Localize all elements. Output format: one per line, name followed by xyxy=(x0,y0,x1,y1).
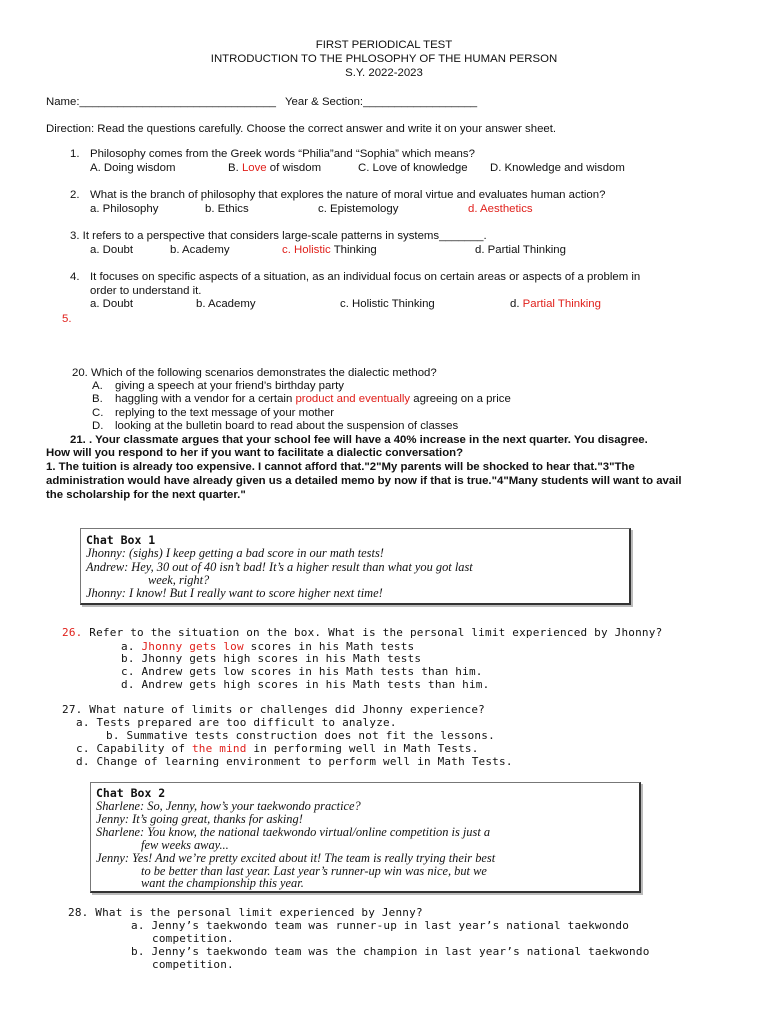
section-field: Year & Section:__________________ xyxy=(285,96,478,108)
q3-option-d: d. Partial Thinking xyxy=(475,244,566,256)
q4-number: 4. xyxy=(70,271,80,283)
q4-question-line1: It focuses on specific aspects of a situation, as an individual focus on certain areas or aspects of a problem in xyxy=(90,271,641,283)
q4-option-c: c. Holistic Thinking xyxy=(340,298,435,310)
q27-question: 27. What nature of limits or challenges did Jhonny experience? xyxy=(62,703,485,716)
q2-question: What is the branch of philosophy that explores the nature of moral virtue and evaluates human action? xyxy=(90,189,606,201)
q20-label-b: B. xyxy=(92,393,103,405)
q2-option-b: b. Ethics xyxy=(205,203,249,215)
q4-option-a: a. Doubt xyxy=(90,298,134,310)
q27-option-d: d. Change of learning environment to perform well in Math Tests. xyxy=(76,755,513,768)
q21-line3: 1. The tuition is already too expensive. I cannot afford that."2"My parents will be shocked to hear that."3"The xyxy=(46,461,635,473)
q1-option-b: B. Love of wisdom xyxy=(228,162,322,174)
chat-1-line-3: week, right? xyxy=(148,573,210,587)
q20-label-a: A. xyxy=(92,380,103,392)
q27-option-a: a. Tests prepared are too difficult to analyze. xyxy=(76,716,397,729)
q4-option-b: b. Academy xyxy=(196,298,256,310)
q21-line1: 21. . Your classmate argues that your school fee will have a 40% increase in the next quarter. You disagree. xyxy=(70,434,648,446)
q26-option-a: a. Jhonny gets low scores in his Math tests xyxy=(121,640,415,653)
q26-option-c: c. Andrew gets low scores in his Math tests than him. xyxy=(121,665,483,678)
chat-2-line-6: to be better than last year. Last year’s runner-up win was nice, but we xyxy=(141,864,487,878)
chat-box-2-title: Chat Box 2 xyxy=(96,786,166,800)
q2-option-d: d. Aesthetics xyxy=(468,203,533,215)
q20-label-c: C. xyxy=(92,407,104,419)
q20-option-a: giving a speech at your friend’s birthday party xyxy=(115,380,344,392)
chat-1-line-4: Jhonny: I know! But I really want to score higher next time! xyxy=(86,586,383,600)
q27-option-c: c. Capability of the mind in performing well in Math Tests. xyxy=(76,742,479,755)
q28-option-a-line2: competition. xyxy=(152,932,234,945)
q3-option-c: c. Holistic Thinking xyxy=(282,244,377,256)
q28-option-a-line1: a. Jenny’s taekwondo team was runner-up in last year’s national taekwondo xyxy=(131,919,630,932)
chat-2-line-3: Sharlene: You know, the national taekwondo virtual/online competition is just a xyxy=(96,825,491,839)
directions: Direction: Read the questions carefully. Choose the correct answer and write it on your answer sheet. xyxy=(46,123,557,135)
chat-2-line-5: Jenny: Yes! And we’re pretty excited about it! The team is really trying their best xyxy=(96,851,496,865)
chat-box-2 xyxy=(90,782,641,893)
school-year: S.Y. 2022-2023 xyxy=(345,67,423,79)
q1-option-d: D. Knowledge and wisdom xyxy=(490,162,625,174)
q20-label-d: D. xyxy=(92,420,104,432)
q26-question: 26. Refer to the situation on the box. What is the personal limit experienced by Jhonny? xyxy=(62,626,663,639)
q4-option-d: d. Partial Thinking xyxy=(510,298,601,310)
chat-box-1 xyxy=(80,528,631,605)
subject-title: INTRODUCTION TO THE PHLOSOPHY OF THE HUMAN PERSON xyxy=(210,53,558,65)
chat-1-line-2: Andrew: Hey, 30 out of 40 isn’t bad! It’s a higher result than what you got last xyxy=(86,560,473,574)
q21-line2: How will you respond to her if you want to facilitate a dialectic conversation? xyxy=(46,447,464,459)
q28-option-b-line1: b. Jenny’s taekwondo team was the champion in last year’s national taekwondo xyxy=(131,945,650,958)
name-field: Name:_______________________________ xyxy=(46,96,276,108)
q2-number: 2. xyxy=(70,189,80,201)
q3-question: 3. It refers to a perspective that considers large-scale patterns in systems_______. xyxy=(70,230,487,242)
q21-line4: administration would have already given us a detailed memo by now if that is true."4"Many students will want to avail xyxy=(46,475,682,487)
q1-question: Philosophy comes from the Greek words “Philia”and “Sophia” which means? xyxy=(90,148,475,160)
q27-option-b: b. Summative tests construction does not fit the lessons. xyxy=(106,729,495,742)
q1-option-a: A. Doing wisdom xyxy=(90,162,176,174)
chat-2-line-7: want the championship this year. xyxy=(141,876,304,890)
q20-option-d: looking at the bulletin board to read about the suspension of classes xyxy=(115,420,459,432)
q28-option-b-line2: competition. xyxy=(152,958,234,971)
chat-2-line-2: Jenny: It’s going great, thanks for asking! xyxy=(96,812,303,826)
q2-option-a: a. Philosophy xyxy=(90,203,159,215)
q26-option-b: b. Jhonny gets high scores in his Math tests xyxy=(121,652,422,665)
q5-number: 5. xyxy=(62,313,72,325)
chat-2-line-1: Sharlene: So, Jenny, how’s your taekwondo practice? xyxy=(96,799,361,813)
q1-number: 1. xyxy=(70,148,80,160)
q3-option-a: a. Doubt xyxy=(90,244,134,256)
q28-question: 28. What is the personal limit experienced by Jenny? xyxy=(68,906,423,919)
q1-option-c: C. Love of knowledge xyxy=(358,162,468,174)
chat-box-1-title: Chat Box 1 xyxy=(86,533,156,547)
q20-option-c: replying to the text message of your mother xyxy=(115,407,335,419)
q20-question: 20. Which of the following scenarios demonstrates the dialectic method? xyxy=(72,367,437,379)
q2-option-c: c. Epistemology xyxy=(318,203,399,215)
q3-option-b: b. Academy xyxy=(170,244,230,256)
q26-option-d: d. Andrew gets high scores in his Math tests than him. xyxy=(121,678,490,691)
q21-line5: the scholarship for the next quarter." xyxy=(46,489,246,501)
test-title: FIRST PERIODICAL TEST xyxy=(315,39,453,51)
q4-question-line2: order to understand it. xyxy=(90,285,202,297)
chat-1-line-1: Jhonny: (sighs) I keep getting a bad score in our math tests! xyxy=(86,546,384,560)
q20-option-b: haggling with a vendor for a certain product and eventually agreeing on a price xyxy=(115,393,511,405)
chat-2-line-4: few weeks away... xyxy=(141,838,229,852)
